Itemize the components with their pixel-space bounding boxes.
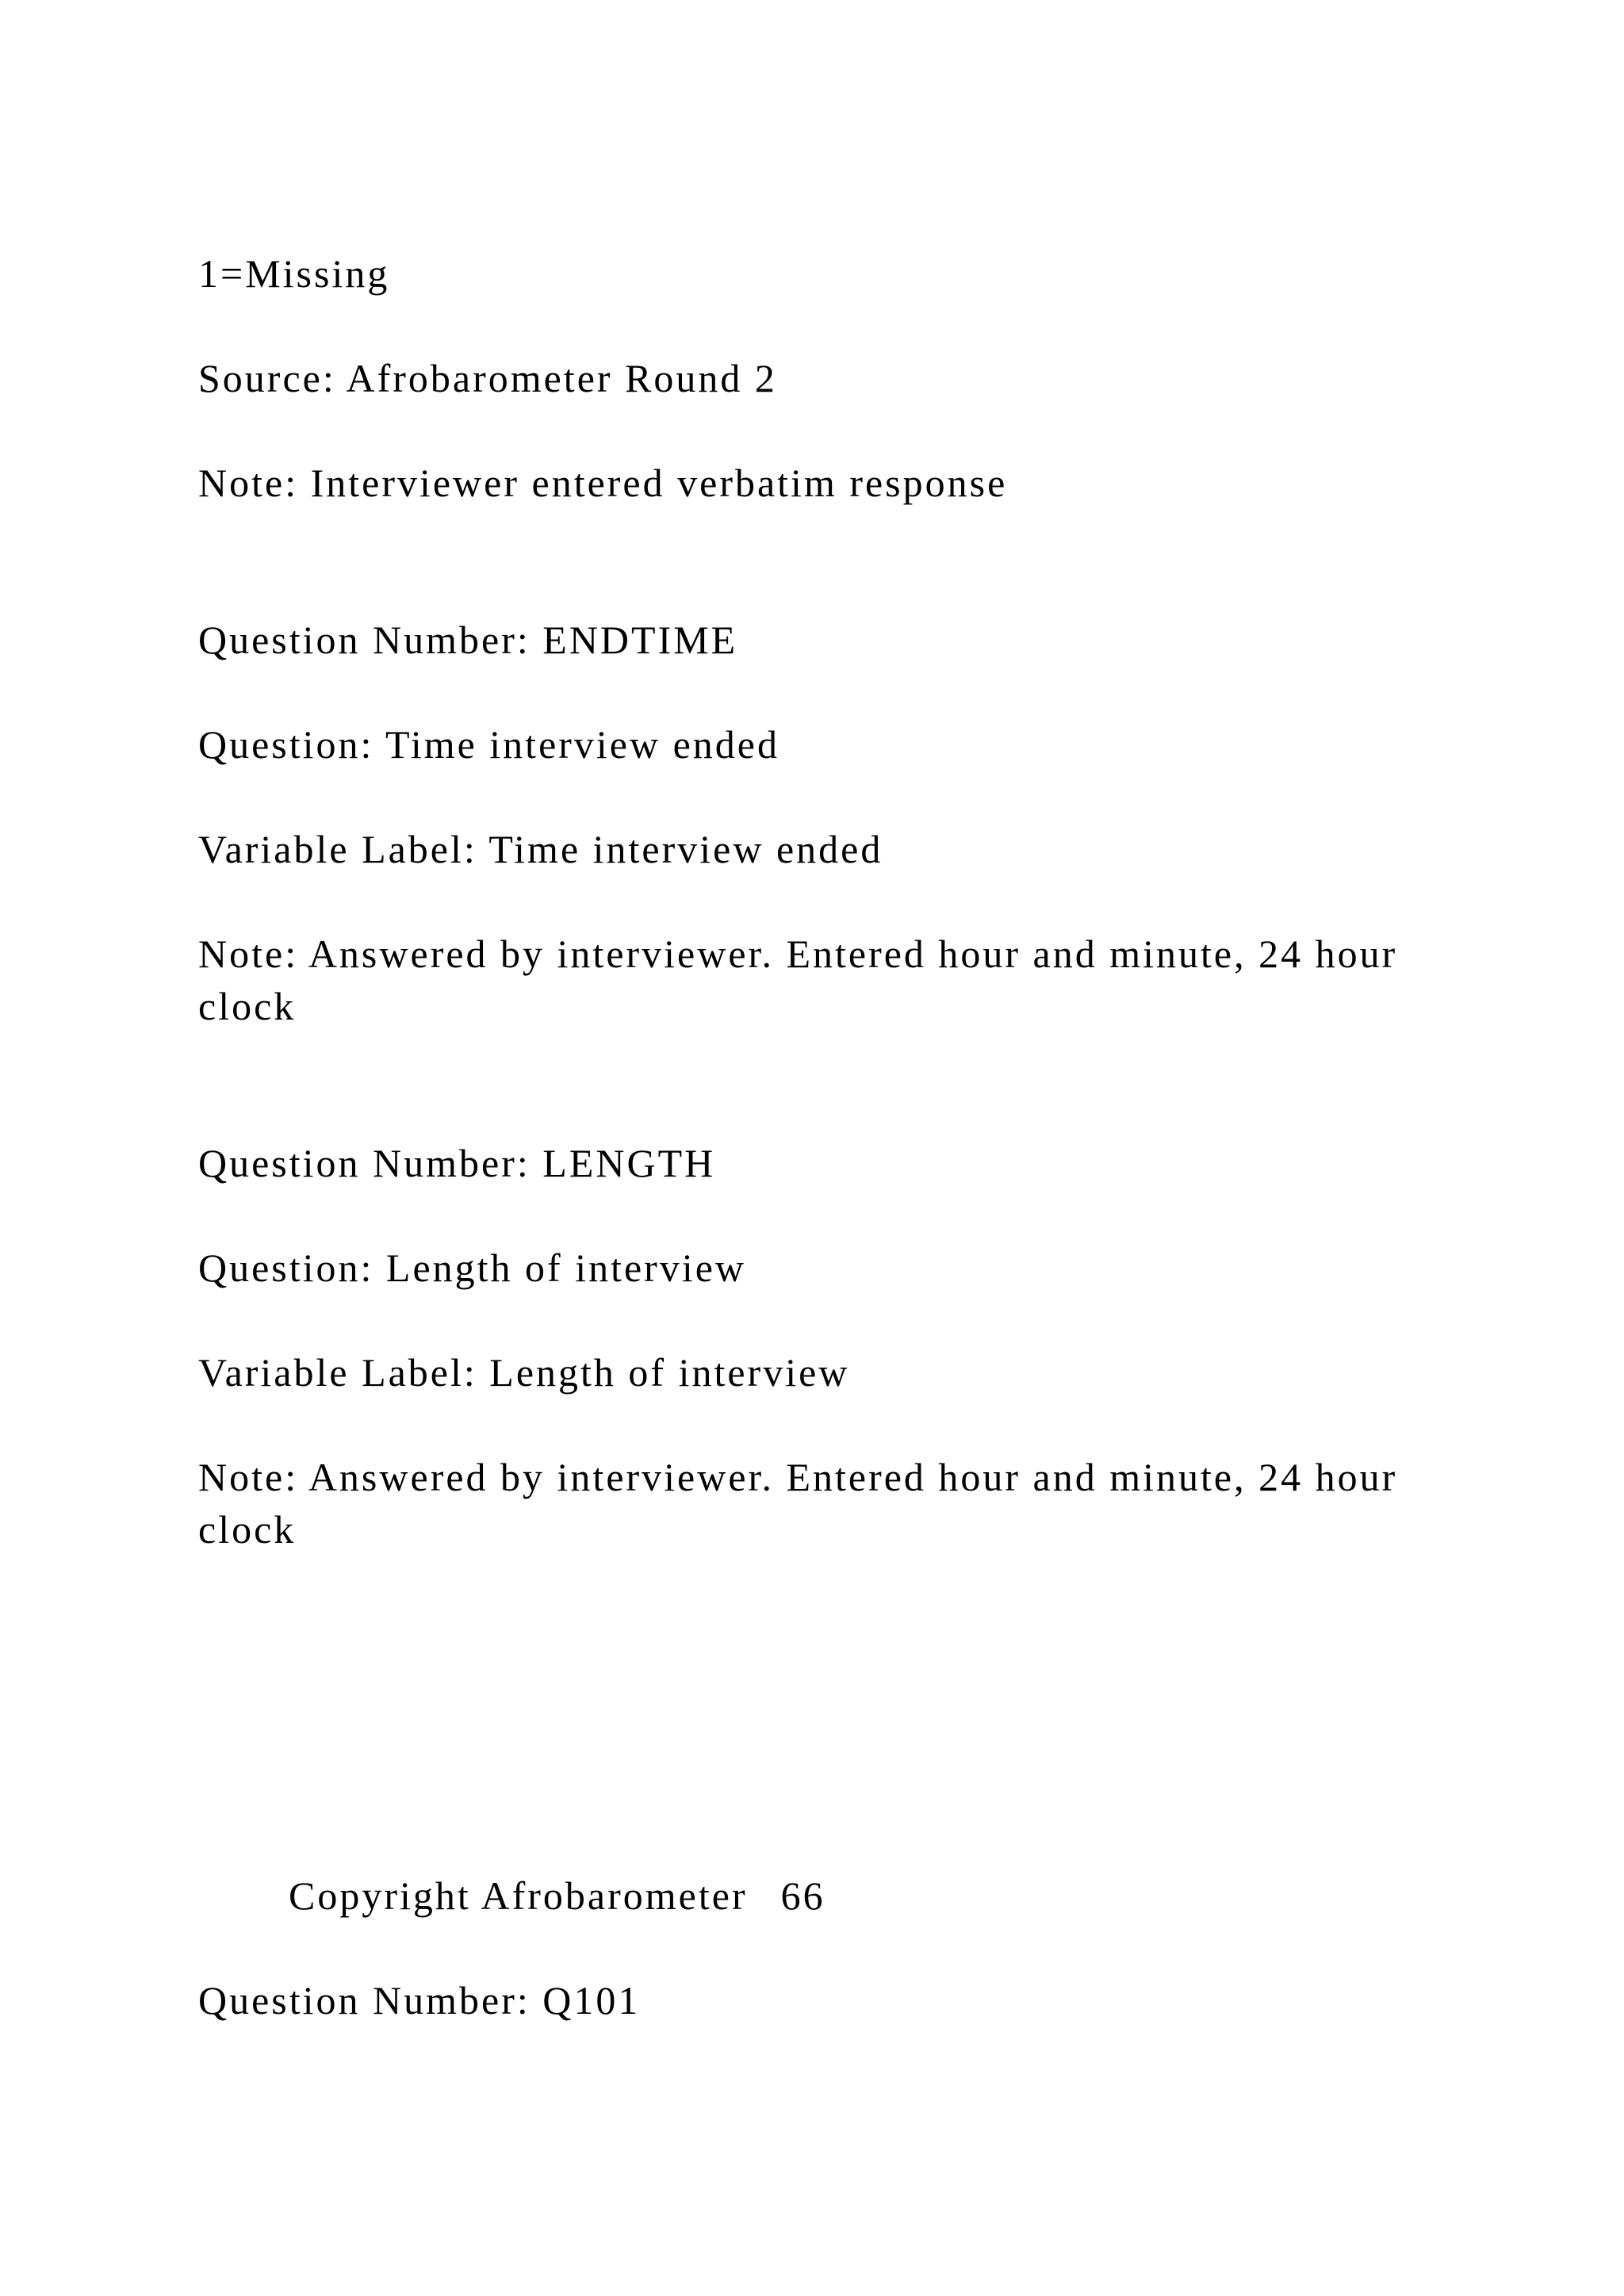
source-line: Source: Afrobarometer Round 2 [198,356,777,400]
copyright-text: Copyright Afrobarometer [289,1873,748,1918]
page-footer [289,1869,1526,1922]
q101-question-number: Question Number: Q101 [198,1978,641,2022]
endtime-question: Question: Time interview ended [198,722,779,767]
page-number: 66 [780,1873,825,1918]
length-question-number: Question Number: LENGTH [198,1141,716,1185]
note-verbatim-line: Note: Interviewer entered verbatim response [198,461,1008,505]
endtime-note: Note: Answered by interviewer. Entered hour and minute, 24 hour clock [198,932,1398,1028]
length-variable-label: Variable Label: Length of interview [198,1350,850,1395]
endtime-variable-label: Variable Label: Time interview ended [198,827,883,871]
endtime-question-number: Question Number: ENDTIME [198,618,738,662]
length-question: Question: Length of interview [198,1246,747,1290]
length-note: Note: Answered by interviewer. Entered hour and minute, 24 hour clock [198,1455,1398,1552]
missing-code-line: 1=Missing [198,251,390,296]
